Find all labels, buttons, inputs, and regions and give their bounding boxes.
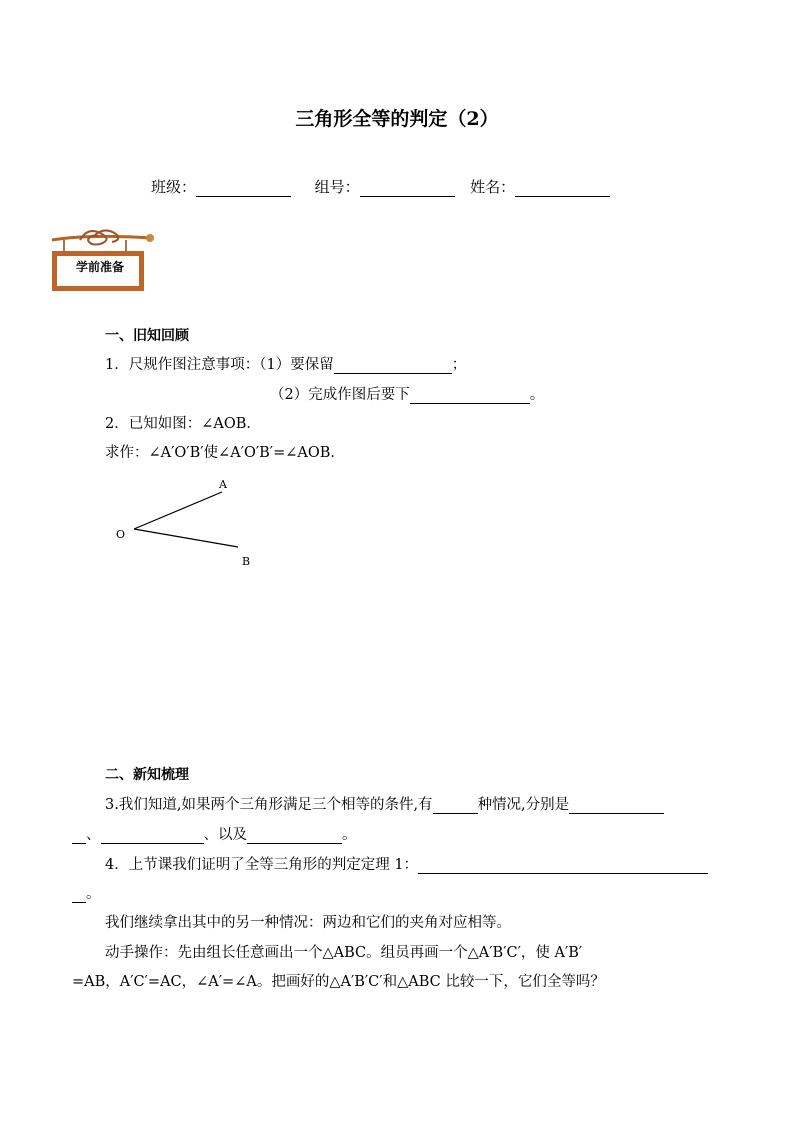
angle-aob-figure [110,472,280,572]
student-info-row [151,176,610,197]
paragraph-activity-line1: 动手操作：先由组长任意画出一个△ABC。组员再画一个△A′B′C′，使 A′B′ [105,945,583,961]
label-o: O [116,528,126,541]
q3-blank1b[interactable] [72,827,86,844]
badge-label: 学前准备 [75,260,124,274]
ray-oa [134,492,222,529]
q3-text-a: 3.我们知道,如果两个三角形满足三个相等的条件,有 [105,797,433,813]
q4-blank-b[interactable] [72,886,86,903]
q3-line2 [72,823,357,844]
section-badge [50,228,160,296]
q2-line1: 2．已知如图：∠AOB． [105,416,261,432]
class-label: 班级： [151,178,197,196]
paragraph-activity-line2: =AB，A′C′=AC，∠A′=∠A。把画好的△A′B′C′和△ABC 比较一下，它们全等吗？ [72,974,605,990]
ray-ob [134,529,238,547]
q3-blank3[interactable] [247,827,342,844]
q3-text-d: 、以及 [203,827,247,843]
q1-line1-end: ； [451,357,467,373]
q4-blank-a[interactable] [418,857,708,874]
class-blank[interactable] [196,180,291,197]
q1-line2 [270,383,544,404]
name-label: 姓名： [470,178,516,196]
q3-blank-count[interactable] [433,797,478,814]
paragraph-sas: 我们继续拿出其中的另一种情况：两边和它们的夹角对应相等。 [105,915,511,931]
section1-heading: 一、旧知回顾 [105,328,189,344]
q3-text-b: 种情况,分别是 [477,797,570,813]
name-blank[interactable] [515,180,610,197]
q3-blank1a[interactable] [569,797,664,814]
group-label: 组号： [314,178,360,196]
group-blank[interactable] [360,180,455,197]
q1-line1 [105,353,466,374]
q4-line1 [105,853,708,874]
q3-text-e: 。 [342,827,357,843]
q3-blank2[interactable] [101,827,204,844]
q3-text-c: 、 [86,827,101,843]
section2-heading: 二、新知梳理 [105,767,189,783]
q3-line1 [105,793,664,814]
q4-text-b: 。 [86,886,101,902]
q2-line2: 求作：∠A′O′B′使∠A′O′B′=∠AOB． [105,445,345,461]
q1-line1-text: 1．尺规作图注意事项：（1）要保留 [105,357,334,373]
label-a: A [219,478,227,491]
label-b: B [242,555,251,568]
q4-text-a: 4．上节课我们证明了全等三角形的判定定理 1： [105,857,419,873]
q1-blank1[interactable] [334,357,452,374]
q1-blank2[interactable] [410,387,530,404]
page-title: 三角形全等的判定（2） [295,108,499,130]
q4-line2 [72,882,101,903]
q1-line2-end: 。 [529,387,545,403]
q1-line2-text: （2）完成作图后要下 [270,387,410,403]
